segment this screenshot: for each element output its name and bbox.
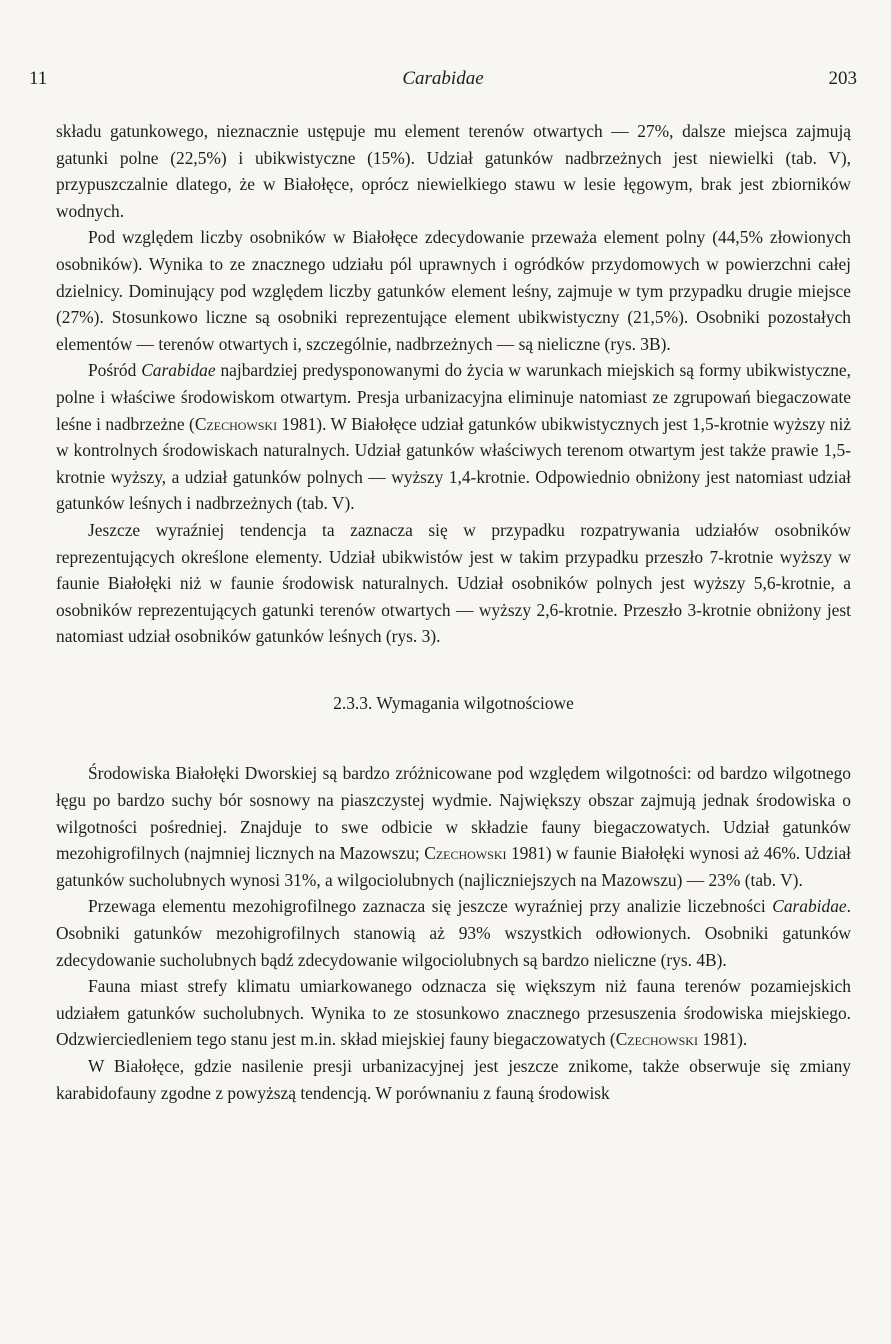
paragraph-8: W Białołęce, gdzie nasilenie presji urbanizacyjnej jest jeszcze znikome, także obserwuje się zmiany karabidofauny zgodne z powyższą tendencją. W porównaniu z fauną środowisk (56, 1056, 851, 1103)
paragraph-6 (56, 893, 851, 973)
body-text (56, 118, 851, 1106)
page-header (29, 64, 857, 94)
paragraph-4: Jeszcze wyraźniej tendencja ta zaznacza się w przypadku rozpatrywania udziałów osobników reprezentujących określone elementy. Udział ubikwistów jest w takim przypadku przeszło 7-krotnie wyższy w faunie Białołęki niż w faunie środowisk naturalnych. Udział osobników polnych jest wyższy 5,6-krotnie, a osobników reprezentujących gatunki terenów otwartych — wyższy 2,6-krotnie. Przeszło 3-krotnie obniżony jest natomiast udział osobników gatunków leśnych (rys. 3). (56, 519, 851, 647)
text-run: 1981) w faunie Białołęki wynosi aż 46%. Udział gatunków sucholubnych wynosi 31%, a wilgociolubnych (najliczniejszych na Mazowszu) — 23% (tab. V). (56, 843, 851, 890)
paragraph-1: składu gatunkowego, nieznacznie ustępuje mu element terenów otwartych — 27%, dalsze miejsca zajmują gatunki polne (22,5%) i ubikwistyczne (15%). Udział gatunków nadbrzeżnych jest niewielki (tab. V), przypuszczalnie dlatego, że w Białołęce, oprócz niewielkiego stawu w lesie łęgowym, brak jest zbiorników wodnych. (56, 121, 851, 221)
text-run: 1981). W Białołęce udział gatunków ubikwistycznych jest 1,5-krotnie wyższy niż w kontrolnych środowiskach naturalnych. Udział gatunków właściwych terenom otwartym jest także prawie 1,5-krotnie wyższy, a udział gatunków polnych — wyższy 1,4-krotnie. Odpowiednio obniżony jest natomiast udział gatunków leśnych i nadbrzeżnych (tab. V). (56, 413, 851, 514)
text-run: 1981). (697, 1029, 748, 1050)
paragraph-2: Pod względem liczby osobników w Białołęce zdecydowanie przeważa element polny (44,5% złowionych osobników). Wynika to ze znacznego udziału pól uprawnych i ogródków przydomowych w powierzchni całej dzielnicy. Dominujący pod względem liczby gatunków element leśny, zajmuje w tym przypadku drugie miejsce (27%). Stosunkowo liczne są osobniki reprezentujące element ubikwistyczny (21,5%). Osobniki pozostałych elementów — terenów otwartych i, szczególnie, nadbrzeżnych — są nieliczne (rys. 3B). (56, 227, 851, 354)
paragraph-5 (56, 760, 851, 893)
author-citation: Czechowski (615, 1029, 698, 1050)
text-run: Fauna miast strefy klimatu umiarkowanego odznacza się większym niż fauna terenów pozamiejskich udziałem gatunków sucholubnych. Wynika to ze stosunkowo znacznego przesuszenia środowiska miejskiego. Odzwierciedleniem tego stanu jest m.in. skład miejskiej fauny biegaczowatych ( (56, 976, 851, 1050)
paragraph-3 (56, 357, 851, 517)
text-run: Pośród (88, 360, 142, 381)
running-title: Carabidae (402, 68, 484, 89)
text-run: Przewaga elementu mezohigrofilnego zaznacza się jeszcze wyraźniej przy analizie liczebności (88, 896, 773, 917)
section-heading: 2.3.3. Wymagania wilgotnościowe (333, 692, 574, 713)
paragraph-7 (56, 973, 851, 1053)
text-run: Środowiska Białołęki Dworskiej są bardzo zróżnicowane pod względem wilgotności: od bardzo wilgotnego łęgu po bardzo suchy bór sosnowy na piaszczystej wydmie. Największy obszar zajmują jednak środowiska o wilgotności pośredniej. Znajduje to swe odbicie w składzie fauny biegaczowatych. Udział gatunków mezohigrofilnych (najmniej licznych na Mazowszu; (56, 763, 851, 864)
taxon-name: Carabidae (141, 360, 216, 381)
taxon-name: Carabidae (772, 896, 847, 917)
text-run: . Osobniki gatunków mezohigrofilnych stanowią aż 93% wszystkich odłowionych. Osobniki gatunków zdecydowanie sucholubnych bądź zdecydowanie wilgociolubnych są bardzo nieliczne (rys. 4B). (56, 896, 851, 970)
page-number: 203 (828, 68, 857, 89)
author-citation: Czechowski (194, 413, 278, 434)
author-citation: Czechowski (424, 843, 507, 864)
chapter-number: 11 (29, 68, 48, 89)
text-run: najbardziej predysponowanymi do życia w warunkach miejskich są formy ubikwistyczne, polne i właściwe środowiskom otwartym. Presja urbanizacyjna eliminuje natomiast ze zgrupowań biegaczowate leśne i nadbrzeżne ( (56, 360, 851, 434)
